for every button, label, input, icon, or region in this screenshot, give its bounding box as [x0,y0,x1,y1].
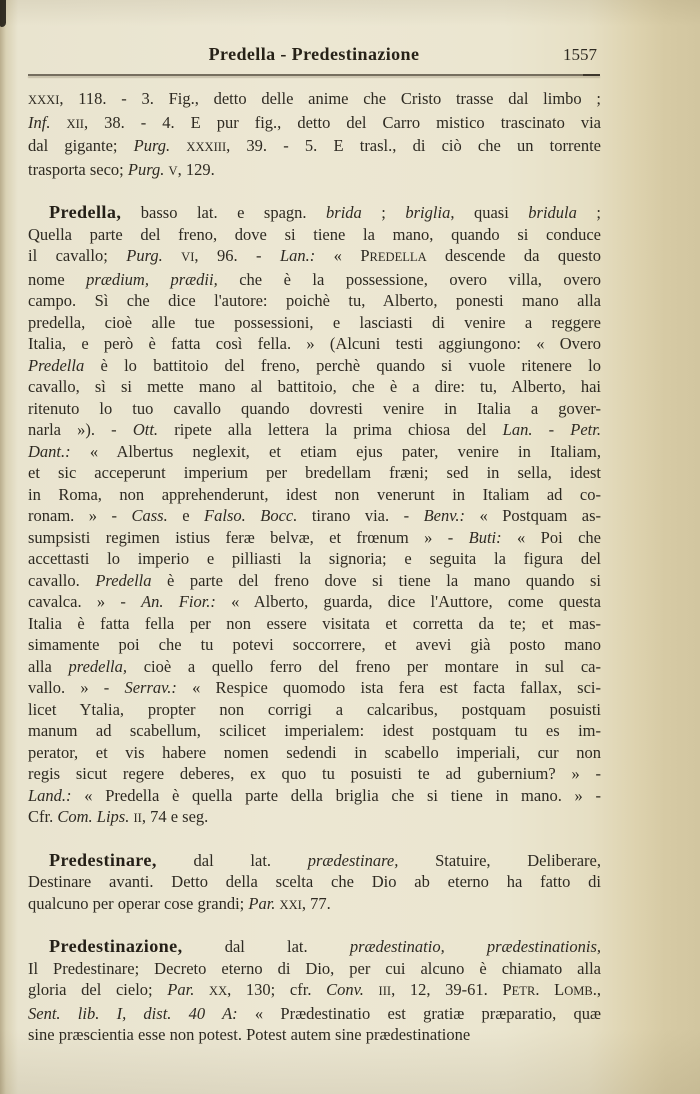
text-line: Sent. lib. I, dist. 40 A: « Prædestinatio est gratiæ præparatio, quæ [28,1003,601,1023]
text-line: predella, cioè alle tue possessioni, e lasciasti di venire a reggere [28,312,601,332]
text-line: licet Ytalia, propter non corrigi a calcaribus, postquam posuisti [28,699,601,719]
header-title: Predella - Predestinazione [208,44,420,64]
text-line: Land.: « Predella è quella parte della briglia che si tiene in mano. » - [28,785,601,805]
text-line: alla predella, cioè a quello ferro del freno per montare in sul ca- [28,656,601,676]
text-line: gloria del cielo; Par. XX, 130; cfr. Conv. III, 12, 39-61. PETR. LOMB., [28,980,602,999]
text-line: XXXI, 118. - 3. Fig., detto delle anime che Cristo trasse dal limbo ; [28,89,601,108]
scan-artifact [0,0,6,27]
text-line: nome prædium, prædii, che è la possessione, overo villa, overo [28,269,601,289]
text-line: et sic acceperunt imperium per bredellam fræni; sed in sella, idest [28,463,601,482]
text-line: sumpsisti regimen istius feræ belvæ, et frœnum » - Buti: « Poi che [28,527,601,547]
text-line: ritenuto lo tuo cavallo quando dovresti venire in Italia a gover- [28,398,601,418]
page-number: 1557 [563,45,597,64]
paragraph [28,850,601,917]
text-line: Inf. XII, 38. - 4. E pur fig., detto del Carro mistico trascinato via [28,112,602,132]
text-line: campo. Sì che dice l'autore: poichè tu, Alberto, ponesti mano alla [28,291,601,310]
text-line: sine præscientia esse non potest. Potest autem sine prædestinatione [28,1025,471,1044]
text-line: Italia, e però è fatta così fella. » (Alcuni testi aggiungono: « Overo [28,334,601,353]
text-line: Italia è fatta fella per non essere visitata et corretta da te; et mas- [28,613,601,633]
text-line: regis sicut regere deberes, ex quo tu posuisti te ad gubernium? » - [28,764,601,783]
text-line: Predestinazione, dal lat. prædestinatio, prædestinationis, [49,936,601,956]
text-line: Predella è lo battitoio del freno, perchè quando si vuole ritenere lo [28,355,601,375]
paragraph [28,936,601,1046]
text-line: perator, et vis habere nomen sedendi in scabello imperiali, cur non [28,742,601,762]
text-line: Dant.: « Albertus neglexit, et etiam ejus pater, venire in Italiam, [28,441,601,461]
text-line: Cfr. Com. Lips. II, 74 e seg. [28,807,209,826]
text-line: manum ad scabellum, scilicet imperialem: idest postquam tu es im- [28,721,601,740]
text-line: Predestinare, dal lat. prædestinare, Statuire, Deliberare, [49,849,601,870]
text-line: qualcuno per operar cose grandi; Par. XXI, 77. [28,893,331,913]
text-line: trasporta seco; Purg. V, 129. [28,159,215,179]
header-rule [28,74,600,76]
text-column [28,88,601,1046]
text-line: Destinare avanti. Detto della scelta che Dio ab eterno ha fatto di [28,872,601,891]
text-line: cavalca. » - An. Fior.: « Alberto, guarda, dice l'Auttore, come questa [28,592,601,611]
text-line: Il Predestinare; Decreto eterno di Dio, per cui alcuno è chiamato alla [28,958,601,978]
text-line: in Roma, non apprehenderunt, idest non venerunt in Italiam ad co- [28,484,601,504]
text-line: Quella parte del freno, dove si tiene la mano, quando si conduce [28,224,601,244]
text-line: il cavallo; Purg. VI, 96. - Lan.: « PREDELLA descende da questo [28,246,601,265]
running-header [28,44,600,65]
text-line: narla »). - Ott. ripete alla lettera la prima chiosa del Lan. - Petr. [28,420,601,439]
text-line: accettasti lo imperio e pilliasti la signoria; e seguita la figura del [28,549,601,568]
text-line: cavallo. Predella è parte del freno dove si tiene la mano quando si [28,570,602,590]
text-line: vallo. » - Serrav.: « Respice quomodo ista fera est facta fallax, sci- [28,678,601,697]
text-line: dal gigante; Purg. XXXIII, 39. - 5. E trasl., di ciò che un torrente [28,136,601,155]
text-line: simamente poi che tu potevi soccorrere, et avevi già posto mano [28,635,601,654]
text-line: ronam. » - Cass. e Falso. Bocc. tirano via. - Benv.: « Postquam as- [28,506,602,525]
text-line: Predella, basso lat. e spagn. brida ; briglia, quasi bridula ; [49,202,601,222]
paragraph [28,88,601,182]
text-line: cavallo, sì si mette mano al battitoio, che è a dire: tu, Alberto, hai [28,377,601,396]
paragraph [28,202,601,830]
